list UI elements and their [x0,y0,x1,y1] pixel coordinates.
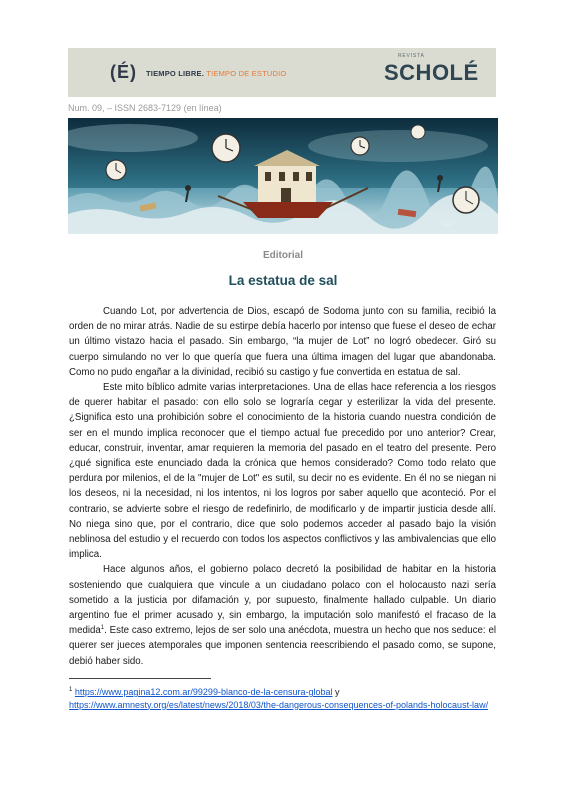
tagline-orange: TIEMPO DE ESTUDIO [206,69,287,78]
figure-icon [437,175,443,181]
house-window [279,172,285,181]
house-door [281,188,291,202]
footnote-link-2[interactable]: https://www.amnesty.org/es/latest/news/2018/03/the-dangerous-consequences-of-polands-holocaust-law/ [69,699,489,710]
section-label: Editorial [262,250,303,261]
footnote [69,684,499,711]
journal-name: SCHOLÉ [384,60,479,85]
house-window [306,172,312,181]
clock-icon [453,187,479,213]
boat-icon [243,202,333,218]
cloud [308,130,488,162]
editorial-illustration [68,118,498,234]
issn-line: Num. 09, – ISSN 2683-7129 (en línea) [68,103,222,113]
footnote-connector: y [332,687,340,697]
footnote-divider [69,678,211,679]
paragraph-3 [69,562,496,668]
clock-icon [106,160,126,180]
paragraph-3-part-b: . Este caso extremo, lejos de ser solo una anécdota, muestra un hecho que nos seduce: el querer ser jueces atemporales que imponen sentencia reescribiendo el pasado como, se supone, debió haber sido. [69,625,496,667]
article-title: La estatua de sal [228,273,338,288]
clock-icon [212,134,240,162]
paragraph-2: Este mito bíblico admite varias interpretaciones. Una de ellas hace referencia a los riesgos de querer habitar el pasado: con ello solo se lograría cegar y esterilizar la vida del presente. ¿Significa esto una prohibición sobre el conocimiento de la historia cuando nuestra condición de ser en el mundo implica reconocer que el tiempo actual fue precedido por uno anterior? Crear, educar, construir, inventar, amar requieren la memoria del pasado en el teatro del presente. Pero ¿qué significa este enunciado dada la crónica que hemos considerado? Como todo relato que perdura por milenios, el de la "mujer de Lot" es sutil, su decir no es evidente. En él no se niegan ni los deseos, ni la necesidad, ni los intentos, ni los logros por saber aquello que aconteció. Por el contrario, se advierte sobre el riesgo de redefinirlo, de modificarlo y de impartir justicia desde allí. No niega sino que, por el contrario, dice que solo podemos acceder al pasado bajo la visión neblinosa del estudio y el recuerdo con todos los aspectos conflictivos y las ambivalencias que ello implica. [69,382,496,561]
house-window [293,172,299,181]
journal-tagline [146,69,286,78]
clock-icon [351,137,369,155]
logo-mark-text: (É) [110,62,137,82]
paragraph-1: Cuando Lot, por advertencia de Dios, escapó de Sodoma junto con su familia, recibió la orden de no mirar atrás. Nadie de su estirpe debía hacerlo por intenso que fuese el deseo de echar un último vistazo hacia el pasado. Sin embargo, “la mujer de Lot” no logró obedecer. Giró su cuerpo simulando no ver lo que quería que fuera una última imagen del lugar que abandonaba. Como no pudo engañar a la divinidad, recibió su castigo y fue convertida en estatua de sal. [69,306,496,378]
footnote-marker: 1 [69,687,73,693]
revista-label: REVISTA [398,53,425,59]
tagline-bold: TIEMPO LIBRE. [146,69,205,78]
footnote-link-1[interactable]: https://www.pagina12.com.ar/99299-blanco-de-la-censura-global [74,687,333,697]
journal-logo-mark [110,62,137,83]
article-body [69,304,496,669]
footnote-ref[interactable]: 1 [100,625,105,632]
house-window [265,172,271,181]
figure-icon [185,185,191,191]
clock-icon [411,125,425,139]
paragraph-3-part-a: Hace algunos años, el gobierno polaco decretó la posibilidad de habitar en la historia sosteniendo que cualquiera que vincule a un ciudadano polaco con el holocausto nazi sería sometido a la justicia por difamación y, por supuesto, finalmente hallado culpable. Un diario argentino fue el primer acusado y, sin embargo, la imputación solo manifestó el fracaso de la medida [69,564,496,637]
